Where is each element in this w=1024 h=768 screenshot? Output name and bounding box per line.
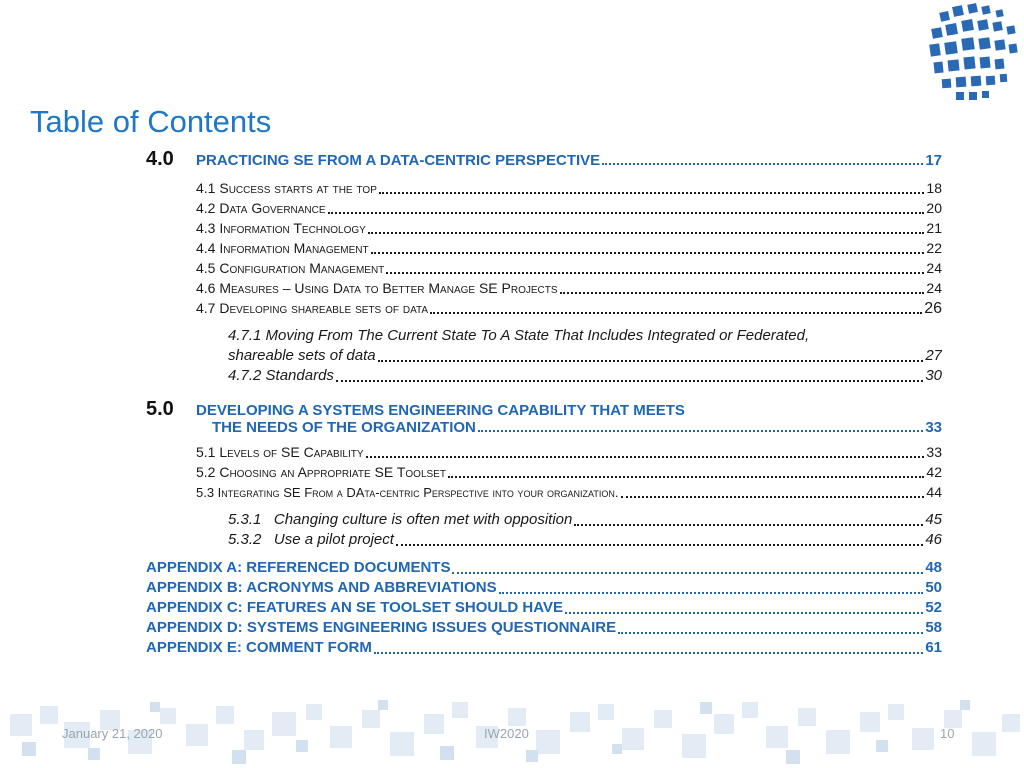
toc-item[interactable]: 5.1 Levels of SE Capability 33 <box>196 444 942 460</box>
toc-item[interactable]: 4.6 Measures – Using Data to Better Manage SE Projects 24 <box>196 280 942 296</box>
section-title-line1: DEVELOPING A SYSTEMS ENGINEERING CAPABILITY THAT MEETS <box>196 402 685 419</box>
appendix-item[interactable]: APPENDIX C: FEATURES AN SE TOOLSET SHOULD HAVE 52 <box>146 599 942 616</box>
footer-date: January 21, 2020 <box>62 726 163 741</box>
section-5-items <box>196 442 942 502</box>
appendix-item[interactable]: APPENDIX A: REFERENCED DOCUMENTS 48 <box>146 559 942 576</box>
page-number: 17 <box>925 152 942 169</box>
toc-item[interactable]: 4.4 Information Management 22 <box>196 240 942 256</box>
section-4-items <box>196 178 942 318</box>
section-5-3-subitems <box>228 510 942 550</box>
slide-number: 10 <box>940 726 955 741</box>
toc-item[interactable]: 4.7 Developing shareable sets of data 26 <box>196 300 942 317</box>
logo <box>918 0 1024 106</box>
footer-event: IW2020 <box>484 726 529 741</box>
toc-item[interactable]: 4.2 Data Governance 20 <box>196 200 942 216</box>
toc-subitem[interactable]: 5.3.1 Changing culture is often met with opposition 45 <box>228 511 942 528</box>
section-4-header[interactable] <box>146 148 942 172</box>
section-4-7-subitems <box>228 326 942 386</box>
section-number: 4.0 <box>146 148 174 170</box>
toc-subitem-cont[interactable]: shareable sets of data 27 <box>228 347 942 364</box>
section-title-line2: THE NEEDS OF THE ORGANIZATION <box>212 419 476 436</box>
toc-item[interactable]: 5.3 Integrating SE From a DAta-centric Perspective into your organization. 44 <box>196 484 942 500</box>
appendix-list <box>146 558 942 658</box>
section-title: PRACTICING SE FROM A DATA-CENTRIC PERSPECTIVE <box>196 152 601 169</box>
toc-subitem[interactable]: 5.3.2 Use a pilot project 46 <box>228 531 942 548</box>
section-number: 5.0 <box>146 398 174 420</box>
toc-item[interactable]: 4.1 Success starts at the top 18 <box>196 180 942 196</box>
toc-item[interactable]: 5.2 Choosing an Appropriate SE Toolset 42 <box>196 464 942 480</box>
appendix-item[interactable]: APPENDIX B: ACRONYMS AND ABBREVIATIONS 50 <box>146 579 942 596</box>
appendix-item[interactable]: APPENDIX E: COMMENT FORM 61 <box>146 639 942 656</box>
section-5-header[interactable] <box>146 398 942 436</box>
page-title: Table of Contents <box>30 104 272 139</box>
toc-item[interactable]: 4.3 Information Technology 21 <box>196 220 942 236</box>
appendix-item[interactable]: APPENDIX D: SYSTEMS ENGINEERING ISSUES QUESTIONNAIRE 58 <box>146 619 942 636</box>
table-of-contents <box>146 148 942 658</box>
toc-subitem[interactable]: 4.7.2 Standards 30 <box>228 367 942 384</box>
toc-subitem[interactable]: 4.7.1 Moving From The Current State To A State That Includes Integrated or Federated, <box>228 327 810 344</box>
page-number: 33 <box>925 419 942 436</box>
toc-item[interactable]: 4.5 Configuration Management 24 <box>196 260 942 276</box>
